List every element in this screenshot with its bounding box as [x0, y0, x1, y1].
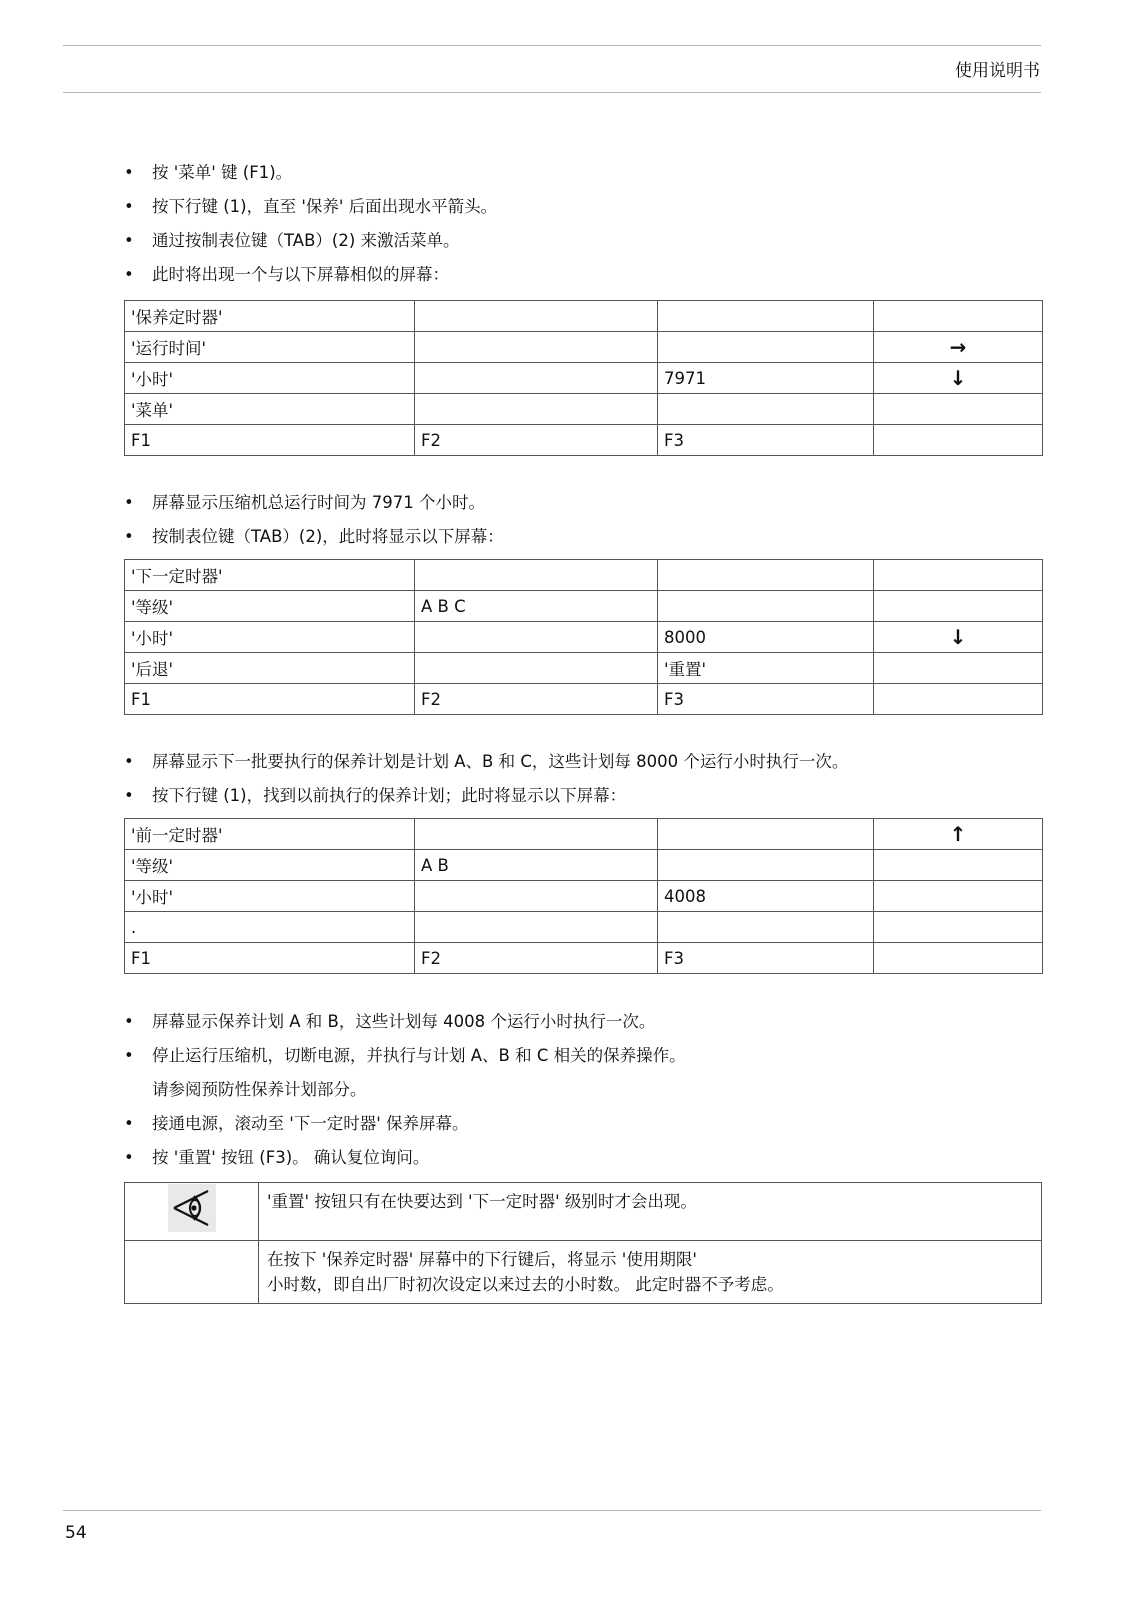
instruction-list-1 — [124, 156, 1054, 292]
table-cell: '菜单' — [125, 394, 415, 425]
header-title: 使用说明书 — [955, 61, 1040, 81]
table-cell — [415, 363, 658, 394]
table-row — [125, 591, 1043, 622]
table-cell: '后退' — [125, 653, 415, 684]
table-cell — [874, 301, 1043, 332]
bullet-item: • 接通电源，滚动至 '下一定时器' 保养屏幕。 — [124, 1107, 1054, 1141]
note-row — [125, 1241, 1042, 1304]
instruction-list-3 — [124, 745, 1054, 813]
table-cell: '保养定时器' — [125, 301, 415, 332]
note-row — [125, 1183, 1042, 1241]
table-cell: '等级' — [125, 850, 415, 881]
function-key-label: F3 — [658, 425, 874, 456]
bullet-item: • 按 '菜单' 键 (F1)。 — [124, 156, 1054, 190]
screen-table-maintenance-timer — [124, 300, 1043, 456]
table-cell — [415, 912, 658, 943]
table-row — [125, 684, 1043, 715]
bullet-item: • 屏幕显示保养计划 A 和 B，这些计划每 4008 个运行小时执行一次。 — [124, 1005, 1054, 1039]
table-cell — [658, 394, 874, 425]
function-key-label: F2 — [415, 425, 658, 456]
table-row — [125, 394, 1043, 425]
table-cell — [658, 591, 874, 622]
table-cell — [415, 819, 658, 850]
table-cell — [658, 850, 874, 881]
down-arrow-icon: ↓ — [874, 622, 1043, 653]
table-row — [125, 425, 1043, 456]
note-text: '重置' 按钮只有在快要达到 '下一定时器' 级别时才会出现。 — [259, 1183, 1042, 1241]
table-row — [125, 819, 1043, 850]
table-cell: A B — [415, 850, 658, 881]
function-key-label: F3 — [658, 684, 874, 715]
right-arrow-icon: → — [874, 332, 1043, 363]
note-box — [124, 1182, 1042, 1304]
screen-table-next-timer — [124, 559, 1043, 715]
function-key-label: F2 — [415, 943, 658, 974]
table-cell — [874, 560, 1043, 591]
instruction-list-2 — [124, 486, 1054, 554]
note-icon-cell — [125, 1183, 259, 1241]
table-cell: '重置' — [658, 653, 874, 684]
table-row — [125, 943, 1043, 974]
header-bottom-rule — [63, 92, 1041, 93]
table-row — [125, 301, 1043, 332]
table-row — [125, 622, 1043, 653]
instruction-list-4 — [124, 1005, 1054, 1175]
table-cell: 4008 — [658, 881, 874, 912]
table-cell: A B C — [415, 591, 658, 622]
table-cell — [415, 653, 658, 684]
table-cell — [874, 850, 1043, 881]
bullet-item: • 按下行键 (1)，找到以前执行的保养计划；此时将显示以下屏幕： — [124, 779, 1054, 813]
table-cell: '下一定时器' — [125, 560, 415, 591]
table-row — [125, 332, 1043, 363]
table-cell — [874, 912, 1043, 943]
function-key-label: F1 — [125, 425, 415, 456]
table-cell — [658, 301, 874, 332]
table-row — [125, 363, 1043, 394]
table-cell — [658, 332, 874, 363]
header-top-rule — [63, 45, 1041, 46]
table-cell — [874, 684, 1043, 715]
table-cell — [874, 425, 1043, 456]
table-cell — [415, 622, 658, 653]
bullet-item: • 屏幕显示下一批要执行的保养计划是计划 A、B 和 C，这些计划每 8000 个运行小时执行一次。 — [124, 745, 1054, 779]
table-cell: '小时' — [125, 363, 415, 394]
screen-table-previous-timer — [124, 818, 1043, 974]
table-cell: '等级' — [125, 591, 415, 622]
note-empty-cell — [125, 1241, 259, 1304]
function-key-label: F2 — [415, 684, 658, 715]
bullet-item: • 通过按制表位键（TAB）(2) 来激活菜单。 — [124, 224, 1054, 258]
table-cell: 7971 — [658, 363, 874, 394]
bullet-item: • 按制表位键（TAB）(2)，此时将显示以下屏幕： — [124, 520, 1054, 554]
up-arrow-icon: ↑ — [874, 819, 1043, 850]
function-key-label: F1 — [125, 684, 415, 715]
note-text-2 — [259, 1241, 1042, 1304]
page-number: 54 — [65, 1523, 87, 1543]
table-cell: '小时' — [125, 881, 415, 912]
note-line: 小时数，即自出厂时初次设定以来过去的小时数。 此定时器不予考虑。 — [267, 1275, 784, 1294]
table-cell — [874, 943, 1043, 974]
table-cell — [415, 881, 658, 912]
note-line: 在按下 '保养定时器' 屏幕中的下行键后，将显示 '使用期限' — [267, 1250, 697, 1269]
table-row — [125, 653, 1043, 684]
bullet-item: • 按下行键 (1)，直至 '保养' 后面出现水平箭头。 — [124, 190, 1054, 224]
table-row — [125, 881, 1043, 912]
table-cell: . — [125, 912, 415, 943]
table-cell: 8000 — [658, 622, 874, 653]
table-cell — [415, 560, 658, 591]
table-cell — [658, 819, 874, 850]
table-cell: '运行时间' — [125, 332, 415, 363]
table-cell — [415, 394, 658, 425]
table-cell — [874, 881, 1043, 912]
table-cell — [874, 653, 1043, 684]
table-row — [125, 850, 1043, 881]
bullet-continuation: 请参阅预防性保养计划部分。 — [152, 1080, 367, 1099]
bullet-item: • 停止运行压缩机，切断电源，并执行与计划 A、B 和 C 相关的保养操作。 — [124, 1039, 1054, 1073]
function-key-label: F3 — [658, 943, 874, 974]
bullet-item: • 此时将出现一个与以下屏幕相似的屏幕： — [124, 258, 1054, 292]
bullet-item: • 按 '重置' 按钮 (F3)。 确认复位询问。 — [124, 1141, 1054, 1175]
down-arrow-icon: ↓ — [874, 363, 1043, 394]
table-cell — [658, 560, 874, 591]
table-cell — [874, 394, 1043, 425]
footer-rule — [63, 1510, 1041, 1511]
function-key-label: F1 — [125, 943, 415, 974]
table-row — [125, 560, 1043, 591]
table-cell: '前一定时器' — [125, 819, 415, 850]
table-cell — [415, 332, 658, 363]
bullet-item: • 屏幕显示压缩机总运行时间为 7971 个小时。 — [124, 486, 1054, 520]
table-row — [125, 912, 1043, 943]
eye-icon — [168, 1184, 216, 1232]
table-cell — [658, 912, 874, 943]
table-cell: '小时' — [125, 622, 415, 653]
table-cell — [415, 301, 658, 332]
table-cell — [874, 591, 1043, 622]
